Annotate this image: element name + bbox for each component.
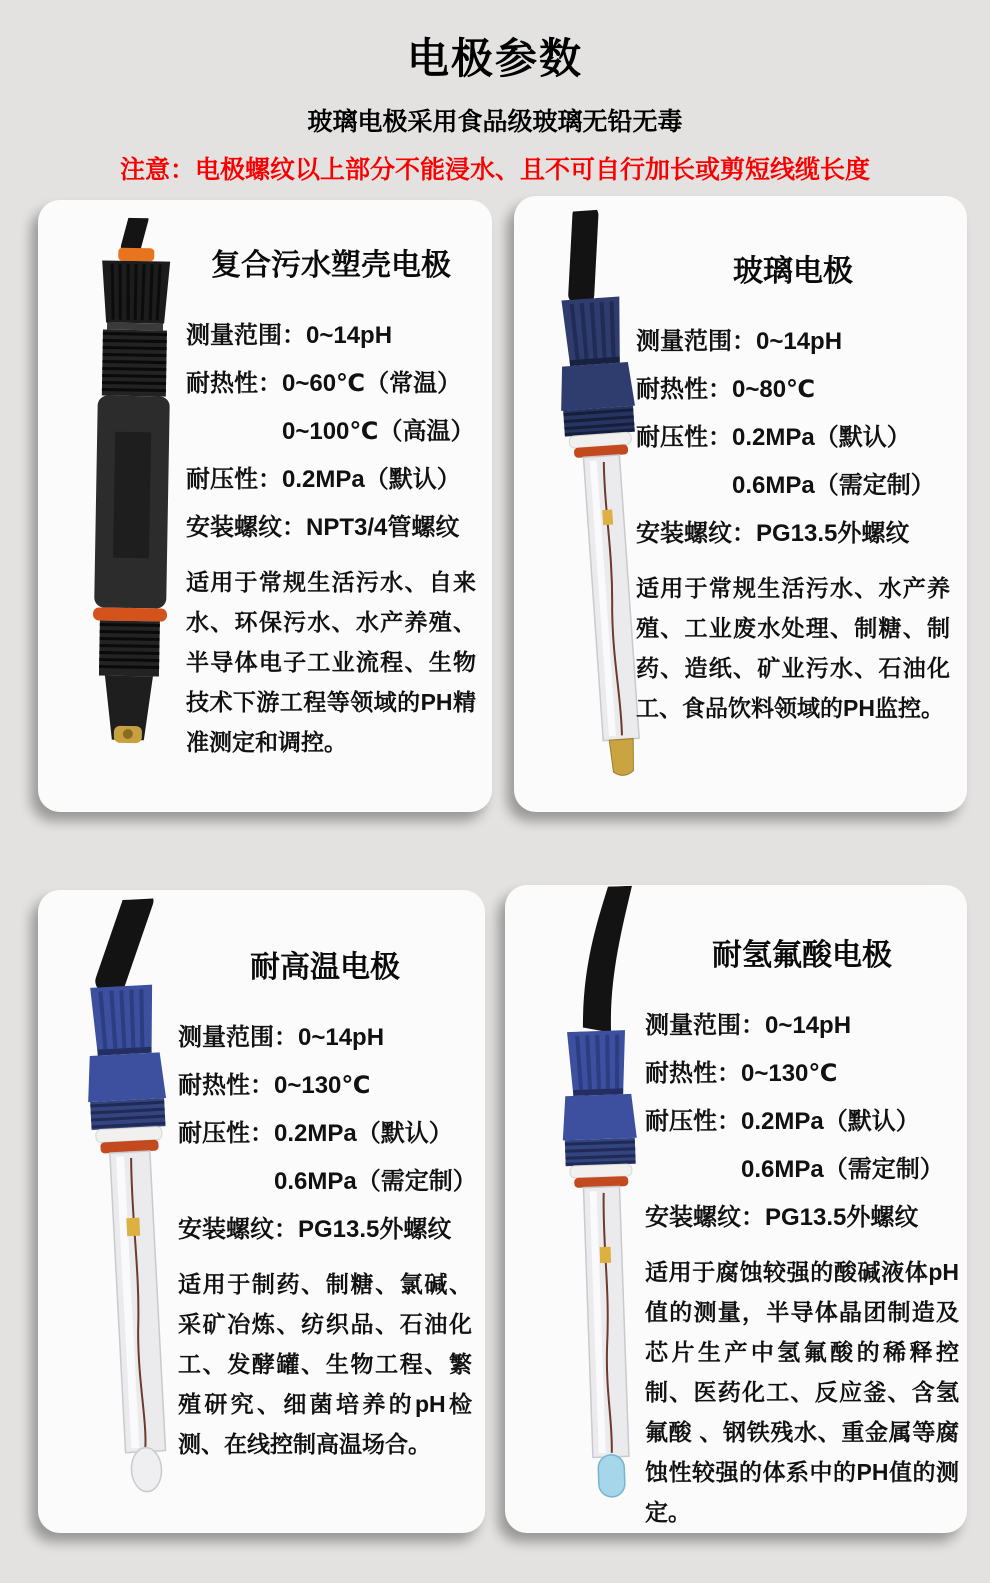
warning-note: 注意：电极螺纹以上部分不能浸水、且不可自行加长或剪短线缆长度 — [119, 156, 870, 184]
spec-thread — [178, 1216, 472, 1244]
card-title: 复合污水塑壳电极 — [211, 249, 451, 282]
spec-value: 0~14pH — [765, 1012, 852, 1039]
card-title: 玻璃电极 — [733, 255, 853, 288]
card-description: 适用于常规生活污水、水产养殖、工业废水处理、制糖、制药、造纸、矿业污水、石油化工、食品饮料领域的PH监控。 — [636, 575, 950, 721]
card-title: 耐氢氟酸电极 — [712, 939, 892, 972]
spec-label: 耐热性： — [636, 376, 732, 403]
spec-value: 0.2MPa（默认） — [741, 1108, 920, 1135]
spec-label: 安装螺纹： — [636, 520, 756, 547]
spec-value: 0~100℃（高温） — [282, 418, 475, 445]
card-hf-acid-electrode — [505, 885, 967, 1533]
spec-label: 耐压性： — [636, 424, 732, 451]
spec-label: 测量范围： — [636, 328, 756, 355]
spec-measure-range — [636, 328, 950, 356]
spec-heat-resistance — [186, 370, 476, 398]
spec-thread — [636, 520, 950, 548]
spec-value: 0~130℃ — [274, 1072, 371, 1099]
spec-value: 0~14pH — [298, 1024, 385, 1051]
spec-value: NPT3/4管螺纹 — [306, 514, 460, 541]
spec-thread — [186, 514, 476, 542]
spec-measure-range — [186, 322, 476, 350]
spec-measure-range — [645, 1012, 959, 1040]
spec-value: PG13.5外螺纹 — [765, 1204, 919, 1231]
spec-value: 0.2MPa（默认） — [732, 424, 911, 451]
card-description: 适用于常规生活污水、自来水、环保污水、水产养殖、半导体电子工业流程、生物技术下游工程等领域的PH精准测定和调控。 — [186, 569, 476, 755]
spec-label: 测量范围： — [186, 322, 306, 349]
spec-label: 安装螺纹： — [645, 1204, 765, 1231]
spec-pressure-resistance-extra — [178, 1168, 477, 1196]
spec-value: 0.6MPa（需定制） — [732, 472, 935, 499]
spec-value: 0.6MPa（需定制） — [274, 1168, 477, 1195]
spec-measure-range — [178, 1024, 472, 1052]
page-title: 电极参数 — [406, 35, 583, 82]
spec-pressure-resistance — [645, 1108, 959, 1136]
spec-value: 0.2MPa（默认） — [274, 1120, 453, 1147]
card-content — [645, 930, 959, 1532]
spec-label: 测量范围： — [178, 1024, 298, 1051]
card-description: 适用于制药、制糖、氯碱、采矿冶炼、纺织品、石油化工、发酵罐、生物工程、繁殖研究、细菌培养的pH检测、在线控制高温场合。 — [178, 1271, 472, 1457]
spec-label: 测量范围： — [645, 1012, 765, 1039]
spec-value: PG13.5外螺纹 — [298, 1216, 452, 1243]
spec-label: 耐热性： — [645, 1060, 741, 1087]
spec-value: 0~80℃ — [732, 376, 816, 403]
black-electrode-illustration — [57, 217, 207, 779]
card-glass-electrode — [514, 196, 967, 812]
spec-heat-resistance-extra — [186, 418, 476, 446]
spec-label: 耐热性： — [178, 1072, 274, 1099]
spec-value: 0.2MPa（默认） — [282, 466, 461, 493]
card-description: 适用于腐蚀较强的酸碱液体pH值的测量，半导体晶团制造及芯片生产中氢氟酸的稀释控制、医药化工、反应釜、含氢氟酸 、钢铁残水、重金属等腐蚀性较强的体系中的PH值的测定。 — [645, 1259, 959, 1525]
spec-value: 0~14pH — [306, 322, 393, 349]
spec-label: 耐热性： — [186, 370, 282, 397]
spec-value: 0~14pH — [756, 328, 843, 355]
spec-pressure-resistance — [636, 424, 950, 452]
card-content — [186, 240, 476, 762]
card-title: 耐高温电极 — [250, 951, 400, 984]
page-subtitle: 玻璃电极采用食品级玻璃无铅无毒 — [307, 108, 683, 136]
card-high-temp-electrode — [38, 890, 485, 1533]
spec-pressure-resistance — [178, 1120, 472, 1148]
spec-value: 0.6MPa（需定制） — [741, 1156, 944, 1183]
spec-pressure-resistance-extra — [636, 472, 950, 500]
spec-pressure-resistance-extra — [645, 1156, 959, 1184]
spec-label: 耐压性： — [645, 1108, 741, 1135]
spec-pressure-resistance — [186, 466, 476, 494]
spec-heat-resistance — [645, 1060, 959, 1088]
spec-thread — [645, 1204, 959, 1232]
spec-label: 耐压性： — [178, 1120, 274, 1147]
spec-label: 耐压性： — [186, 466, 282, 493]
composite-sewage-electrode-photo — [57, 217, 207, 784]
spec-heat-resistance — [178, 1072, 472, 1100]
spec-label: 安装螺纹： — [186, 514, 306, 541]
card-composite-sewage-electrode — [38, 200, 492, 812]
spec-value: PG13.5外螺纹 — [756, 520, 910, 547]
spec-label: 安装螺纹： — [178, 1216, 298, 1243]
card-content — [636, 246, 950, 728]
spec-heat-resistance — [636, 376, 950, 404]
spec-value: 0~60℃（常温） — [282, 370, 462, 397]
card-content — [178, 942, 477, 1464]
spec-value: 0~130℃ — [741, 1060, 838, 1087]
